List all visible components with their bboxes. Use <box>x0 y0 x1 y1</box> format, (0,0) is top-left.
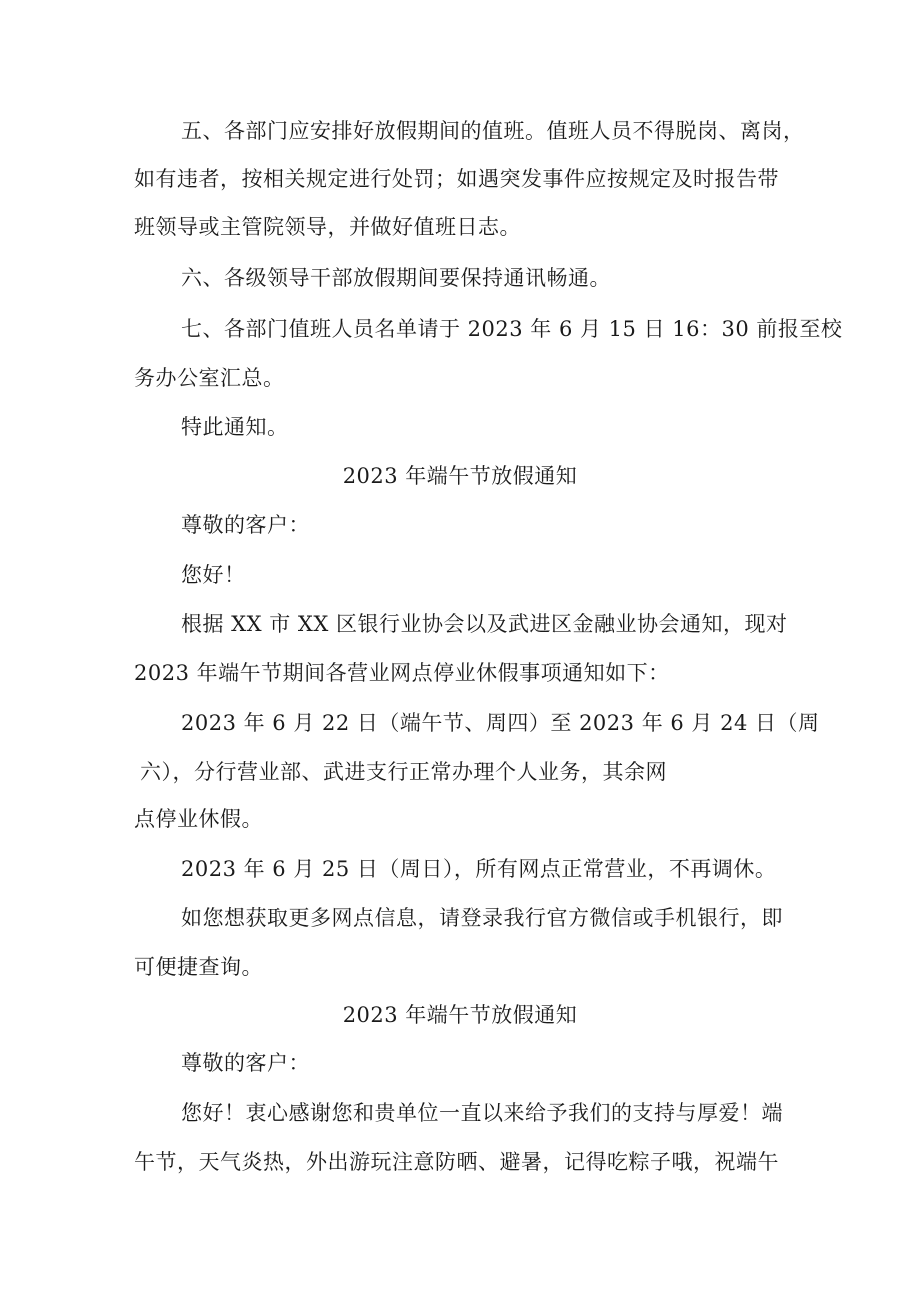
body-2-line-1: 2023 年 6 月 22 日（端午节、周四）至 2023 年 6 月 24 日（周 <box>181 711 820 735</box>
paragraph-5-line-2: 如有违者，按相关规定进行处罚；如遇突发事件应按规定及时报告带 <box>134 167 779 191</box>
body-5-line-1: 您好！衷心感谢您和贵单位一直以来给予我们的支持与厚爱！端 <box>181 1101 783 1125</box>
greeting-1: 尊敬的客户： <box>181 513 310 537</box>
closing-notice: 特此通知。 <box>181 415 289 439</box>
paragraph-7-line-2: 务办公室汇总。 <box>134 366 285 390</box>
body-4-line-2: 可便捷查询。 <box>134 955 263 979</box>
notice-title-2: 2023 年端午节放假通知 <box>342 1003 578 1027</box>
body-5-line-2: 午节，天气炎热，外出游玩注意防晒、避暑，记得吃粽子哦，祝端午 <box>134 1150 779 1174</box>
body-1-line-2: 2023 年端午节期间各营业网点停业休假事项通知如下： <box>134 661 670 685</box>
hello-1: 您好！ <box>181 563 246 587</box>
body-3: 2023 年 6 月 25 日（周日），所有网点正常营业，不再调休。 <box>181 857 777 881</box>
body-2-line-2: 六），分行营业部、武进支行正常办理个人业务，其余网 <box>140 760 667 784</box>
greeting-2: 尊敬的客户： <box>181 1051 310 1075</box>
paragraph-6: 六、各级领导干部放假期间要保持通讯畅通。 <box>181 266 611 290</box>
paragraph-5-line-3: 班领导或主管院领导，并做好值班日志。 <box>134 215 521 239</box>
paragraph-5-line-1: 五、各部门应安排好放假期间的值班。值班人员不得脱岗、离岗， <box>181 119 805 143</box>
body-2-line-3: 点停业休假。 <box>134 807 263 831</box>
paragraph-7-line-1: 七、各部门值班人员名单请于 2023 年 6 月 15 日 16：30 前报至校 <box>181 317 843 341</box>
body-1-line-1: 根据 XX 市 XX 区银行业协会以及武进区金融业协会通知，现对 <box>181 612 788 636</box>
body-4-line-1: 如您想获取更多网点信息，请登录我行官方微信或手机银行，即 <box>181 906 783 930</box>
notice-title-1: 2023 年端午节放假通知 <box>342 464 578 488</box>
